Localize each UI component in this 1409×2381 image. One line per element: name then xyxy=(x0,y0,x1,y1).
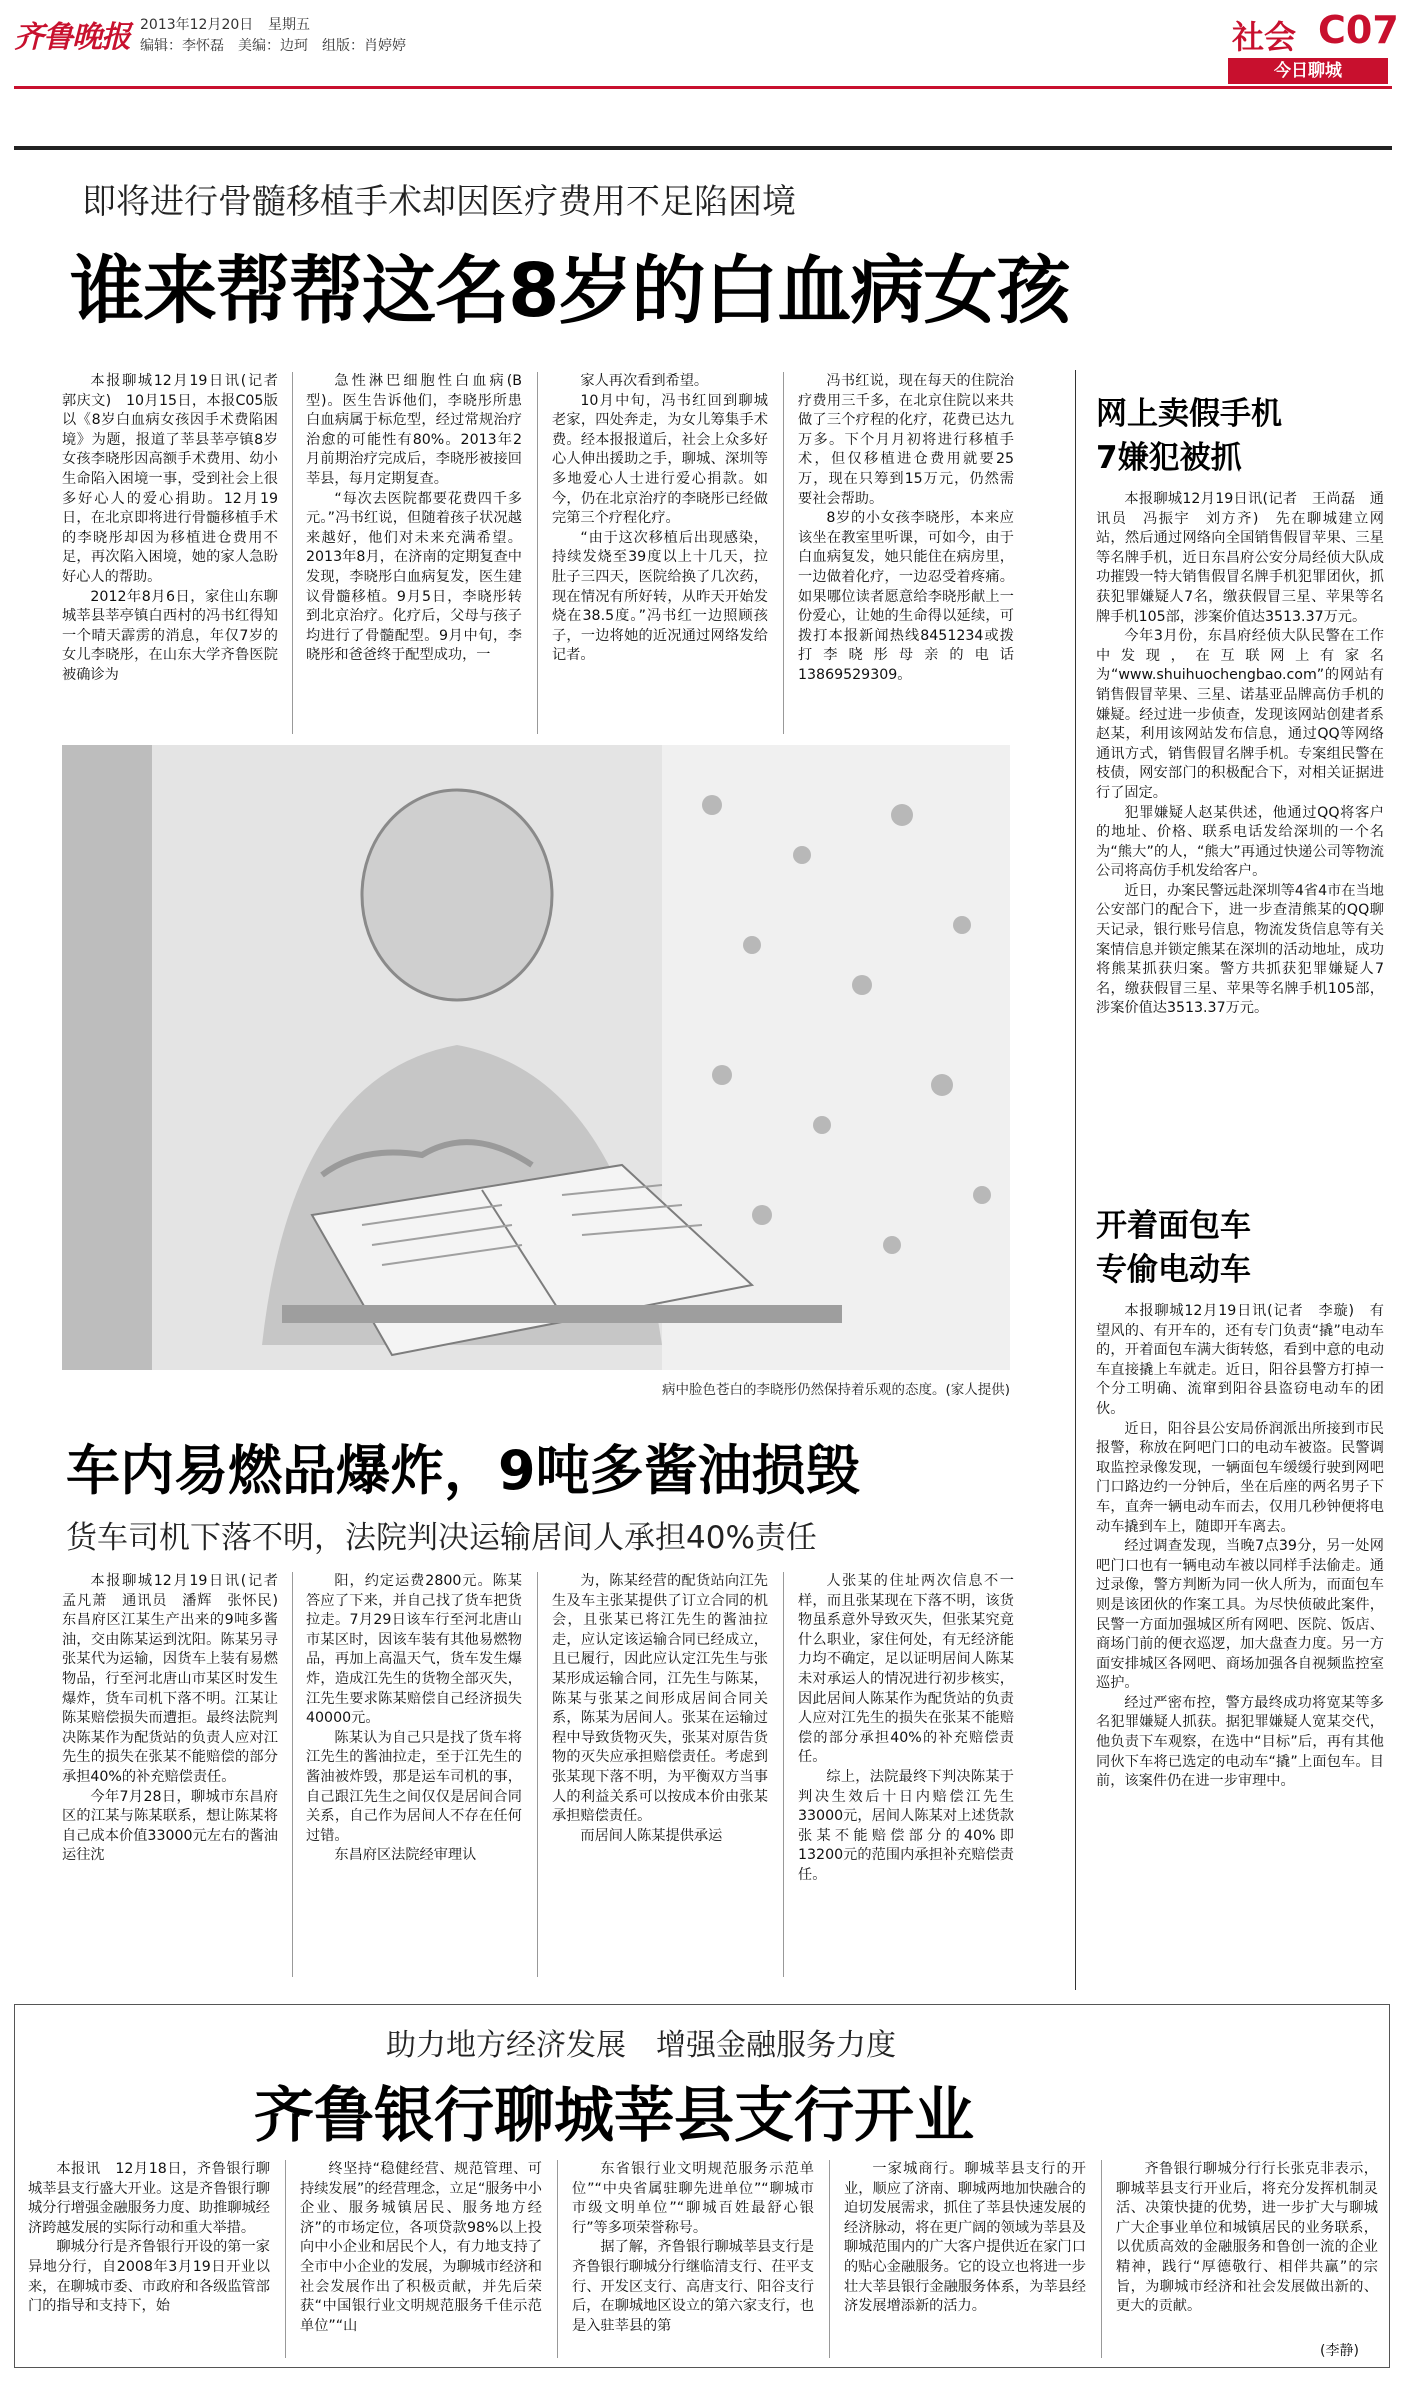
story3-col2: 终坚持“稳健经营、规范管理、可持续发展”的经营理念，立足“服务中小企业、服务城镇居民、服务地方经济”的市场定位，各项贷款98%以上投向中小企业和居民个人，有力地支持了全市中小企业的发展，为聊城市经济和社会发展作出了积极贡献，并先后荣获“中国银行业文明规范服务千佳示范单位”“山 xyxy=(300,2161,542,2334)
story1-photo xyxy=(62,745,1010,1370)
story3-col5: 齐鲁银行聊城分行行长张克非表示，聊城莘县支行开业后，将充分发挥机制灵活、决策快捷的优势，进一步扩大与聊城广大企事业单位和城镇居民的业务联系，以优质高效的金融服务和鲁创一流的企业精神，践行“厚德敬行、相伴共赢”的宗旨，为聊城市经济和社会发展做出新的、更大的贡献。 xyxy=(1116,2161,1378,2315)
story2-col4: 人张某的住址两次信息不一样，而且张某现在下落不明，该货物虽系意外导致灭失，但张某究竟什么职业，家住何处，有无经济能力均不确定，足以证明居间人陈某未对承运人的情况进行初步核实，因此居间人陈某作为配货站的负责人应对江先生的损失在张某不能赔偿的部分承担40%的补充赔偿责任。 综上，法院最终下判决陈某于判决生效后十日内赔偿江先生33000元，居间人陈某对上述货款张某不能赔偿部分的40%即13200元的范围内承担补充赔偿责任。 xyxy=(798,1573,1014,1883)
masthead-logo: 齐鲁晚报 xyxy=(14,20,130,55)
sidebar2-headline-line1: 开着面包车 xyxy=(1096,1208,1251,1244)
story3-col3: 东省银行业文明规范服务示范单位”“中央省属驻聊先进单位”“聊城市市级文明单位”“聊城百姓最舒心银行”等多项荣誉称号。 据了解，齐鲁银行聊城莘县支行是齐鲁银行聊城分行继临清支行、茌平支行、开发区支行、高唐支行、阳谷支行后，在聊城地区设立的第六家支行，也是入驻莘县的第 xyxy=(572,2161,814,2334)
story3-byline: (李静) xyxy=(1320,2343,1359,2359)
story1-col4: 冯书红说，现在每天的住院治疗费用三千多，在北京住院以来共做了三个疗程的化疗，花费已达九万多。下个月月初将进行移植手术，但仅移植进仓费用就要25万，现在只筹到15万元，仍然需要社会帮助。 8岁的小女孩李晓彤，本来应该坐在教室里听课，可如今，由于白血病复发，她只能住在病房里，一边做着化疗，一边忍受着疼痛。如果哪位读者愿意给李晓彤献上一份爱心，让她的生命得以延续，可拨打本报新闻热线8451234或拨打李晓彤母亲的电话13869529309。 xyxy=(798,373,1014,683)
story3-kicker: 助力地方经济发展 增强金融服务力度 xyxy=(386,2028,896,2063)
story2-col2: 阳，约定运费2800元。陈某答应了下来，并自己找了货车把货拉走。7月29日该车行至河北唐山市某区时，因该车装有其他易燃物品，再加上高温天气，货车发生爆炸，造成江先生的货物全部灭失，江先生要求陈某赔偿自己经济损失40000元。 陈某认为自己只是找了货车将江先生的酱油拉走，至于江先生的酱油被炸毁，那是运车司机的事，自己跟江先生之间仅仅是居间合同关系，自己作为居间人不存在任何过错。 东昌府区法院经审理认 xyxy=(306,1573,522,1864)
story1-col1: 本报聊城12月19日讯(记者 郭庆文) 10月15日，本报C05版以《8岁白血病女孩因手术费陷困境》为题，报道了莘县莘亭镇8岁女孩李晓彤因高额手术费用、幼小生命陷入困境一事，受到社会上很多好心人的爱心捐助。12月19日，在北京即将进行骨髓移植手术的李晓彤却因为移植进仓费用不足，再次陷入困境，她的家人急盼好心人的帮助。 2012年8月6日，家住山东聊城莘县莘亭镇白西村的冯书红得知一个晴天霹雳的消息，年仅7岁的女儿李晓彤，在山东大学齐鲁医院被确诊为 xyxy=(62,373,293,683)
story1-headline: 谁来帮帮这名8岁的白血病女孩 xyxy=(70,248,1070,334)
story3-headline: 齐鲁银行聊城莘县支行开业 xyxy=(254,2081,974,2151)
story1-col3: 家人再次看到希望。 10月中旬，冯书红回到聊城老家，四处奔走，为女儿筹集手术费。经本报报道后，社会上众多好心人伸出援助之手，聊城、深圳等多地爱心人士进行爱心捐款。如今，仍在北京治疗的李晓彤已经做完第三个疗程化疗。 “由于这次移植后出现感染，持续发烧至39度以上十几天，拉肚子三四天，医院给换了几次药，现在情况有所好转，从昨天开始发烧在38.5度。”冯书红一边照顾孩子，一边将她的近况通过网络发给记者。 xyxy=(552,373,768,664)
sidebar-divider xyxy=(1075,370,1076,1990)
story1-kicker: 即将进行骨髓移植手术却因医疗费用不足陷困境 xyxy=(82,182,796,222)
section-label: 社会 xyxy=(1232,18,1297,56)
page-number: C07 xyxy=(1318,8,1399,52)
story1-col2: 急性淋巴细胞性白血病(B型)。医生告诉他们，李晓彤所患白血病属于标危型，经过常规治疗治愈的可能性有80%。2013年2月前期治疗完成后，李晓彤被接回莘县，每月定期复查。 “每次去医院都要花费四千多元。”冯书红说，但随着孩子状况越来越好，他们对未来充满希望。2013年8月，在济南的定期复查中发现，李晓彤白血病复发，医生建议骨髓移植。9月5日，李晓彤转到北京治疗。化疗后，父母与孩子均进行了骨髓配型。9月中旬，李晓彤和爸爸终于配型成功，一 xyxy=(306,373,522,664)
sidebar1-body: 本报聊城12月19日讯(记者 王尚磊 通讯员 冯振宇 刘方齐) 先在聊城建立网站，然后通过网络向全国销售假冒苹果、三星等名牌手机，近日东昌府公安分局经侦大队成功摧毁一特大销售假冒名牌手机犯罪团伙，抓获犯罪嫌疑人7名，缴获假冒三星、苹果等名牌手机105部，涉案价值达3513.37万元。 今年3月份，东昌府经侦大队民警在工作中发现，在互联网上有家名为“www.shuihuochengbao.com”的网站有销售假冒苹果、三星、诺基亚品牌高仿手机的嫌疑。经过进一步侦查，发现该网站创建者系赵某，利用该网站发布信息，通过QQ等网络通讯方式，销售假冒名牌手机。专案组民警在枝债，网安部门的积极配合下，对相关证据进行了固定。 犯罪嫌疑人赵某供述，他通过QQ将客户的地址、价格、联系电话发给深圳的一个名为“熊大”的人，“熊大”再通过快递公司等物流公司将高仿手机发给客户。 近日，办案民警远赴深圳等4省4市在当地公安部门的配合下，进一步查清熊某的QQ聊天记录，银行账号信息，物流发货信息等有关案情信息并锁定熊某在深圳的活动地址，成功将熊某抓获归案。警方共抓获犯罪嫌疑人7名，缴获假冒三星、苹果等名牌手机105部，涉案价值达3513.37万元。 xyxy=(1096,491,1384,1017)
story3-col4: 一家城商行。聊城莘县支行的开业，顺应了济南、聊城两地加快融合的迫切发展需求，抓住了莘县快速发展的经济脉动，将在更广阔的领域为莘县及聊城范围内的广大客户提供近在家门口的贴心金融服务。它的设立也将进一步壮大莘县银行金融服务体系，为莘县经济发展增添新的活力。 xyxy=(844,2161,1086,2315)
masthead-editors: 编辑：李怀磊 美编：边珂 组版：肖婷婷 xyxy=(140,38,406,54)
sidebar2-body: 本报聊城12月19日讯(记者 李璇) 有望风的、有开车的，还有专门负责“撬”电动车的，开着面包车满大街转悠，看到中意的电动车直接撬上车就走。近日，阳谷县警方打掉一个分工明确、流窜到阳谷县盗窃电动车的团伙。 近日，阳谷县公安局侨润派出所接到市民报警，称放在阿吧门口的电动车被盗。民警调取监控录像发现，一辆面包车缓缓行驶到网吧门口路边约一分钟后，坐在后座的两名男子下车，直奔一辆电动车而去，仅用几秒钟便将电动车撬到车上，随即开车离去。 经过调查发现，当晚7点39分，另一处网吧门口也有一辆电动车被以同样手法偷走。通过录像，警方判断为同一伙人所为，而面包车则是该团伙的作案工具。为尽快侦破此案件，民警一方面加强城区所有网吧、医院、饭店、商场门前的便衣巡逻，加大盘查力度。另一方面安排城区各网吧、商场加强各自视频监控室巡护。 经过严密布控，警方最终成功将宽某等多名犯罪嫌疑人抓获。据犯罪嫌疑人宽某交代，他负责下车观察，在选中“目标”后，再有其他同伙下车将已选定的电动车“撬”上面包车。目前，该案件仍在进一步审理中。 xyxy=(1096,1303,1384,1790)
masthead-date: 2013年12月20日 xyxy=(140,17,254,33)
sidebar2-headline-line2: 专偷电动车 xyxy=(1096,1252,1251,1288)
story2-col3: 为，陈某经营的配货站向江先生及车主张某提供了订立合同的机会，且张某已将江先生的酱油拉走，应认定该运输合同已经成立，且已履行，因此应认定江先生与张某形成运输合同，江先生与陈某，陈某与张某之间形成居间合同关系，陈某为居间人。张某在运输过程中导致货物灭失，张某对原告货物的灭失应承担赔偿责任。考虑到张某现下落不明，为平衡双方当事人的利益关系可以按成本价由张某承担赔偿责任。 而居间人陈某提供承运 xyxy=(552,1573,768,1844)
sidebar1-headline-line2: 7嫌犯被抓 xyxy=(1096,440,1242,476)
subsection-badge: 今日聊城 xyxy=(1228,58,1388,84)
girl-reading-photo xyxy=(62,745,1010,1370)
sidebar1-headline-line1: 网上卖假手机 xyxy=(1096,396,1282,432)
story2-subhead: 货车司机下落不明，法院判决运输居间人承担40%责任 xyxy=(66,1520,817,1556)
story2-col1: 本报聊城12月19日讯(记者 孟凡萧 通讯员 潘辉 张怀民) 东昌府区江某生产出来的9吨多酱油，交由陈某运到沈阳。陈某另寻张某代为运输，因货车上装有易燃物品，行至河北唐山市某区时发生爆炸，货车司机下落不明。江某让陈某赔偿损失而遭拒。最终法院判决陈某作为配货站的负责人应对江先生的损失在张某不能赔偿的部分承担40%的补充赔偿责任。 今年7月28日，聊城市东昌府区的江某与陈某联系，想让陈某将自己成本价值33000元左右的酱油运往沈 xyxy=(62,1573,293,1864)
masthead-weekday: 星期五 xyxy=(268,17,310,33)
story1-photo-caption: 病中脸色苍白的李晓彤仍然保持着乐观的态度。(家人提供) xyxy=(661,1382,1010,1398)
story3-col1: 本报讯 12月18日，齐鲁银行聊城莘县支行盛大开业。这是齐鲁银行聊城分行增强金融服务力度、助推聊城经济跨越发展的实际行动和重大举措。 聊城分行是齐鲁银行开设的第一家异地分行，自2008年3月19日开业以来，在聊城市委、市政府和各级监管部门的指导和支持下，始 xyxy=(28,2161,270,2315)
story2-headline: 车内易燃品爆炸，9吨多酱油损毁 xyxy=(66,1439,860,1502)
masthead-rule xyxy=(14,86,1392,89)
top-rule xyxy=(14,146,1392,150)
